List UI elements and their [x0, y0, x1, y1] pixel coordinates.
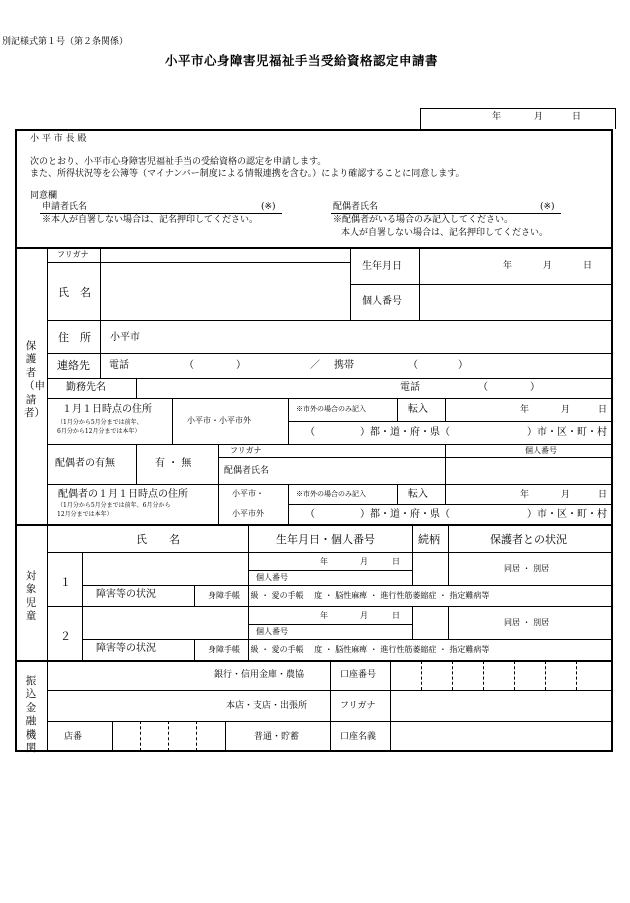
spouse-name-label: 配偶者氏名	[333, 202, 379, 212]
child-1-relation-field[interactable]	[413, 553, 447, 584]
form-title: 小平市心身障害児福祉手当受給資格認定申請書	[165, 53, 439, 68]
child-1-number: １	[60, 576, 71, 589]
form-code: 別記様式第１号（第２条関係）	[2, 37, 129, 47]
applicant-note: ※本人が自署しない場合は、記名押印してください。	[42, 215, 259, 225]
spouse-yes-no[interactable]: 有 ・ 無	[155, 458, 192, 469]
spouse-move-day: 日	[598, 490, 608, 500]
spouse-outside-note: ※市外の場合のみ記入	[296, 490, 366, 498]
spouse-out-choice[interactable]: 小平市外	[232, 509, 264, 518]
child-2-year: 年	[320, 611, 328, 620]
move-day: 日	[598, 405, 608, 415]
date-year: 年	[492, 112, 502, 122]
branch-name-field[interactable]	[48, 691, 208, 720]
bank-name-field[interactable]	[48, 662, 208, 689]
child-2-disability-label: 障害等の状況	[96, 643, 156, 654]
spouse-prefecture-choice[interactable]: ）都・道・府・県（	[360, 509, 450, 520]
spouse-furigana-label: フリガナ	[230, 446, 262, 455]
spouse-signature-line[interactable]	[331, 213, 561, 214]
col-status: 保護者との状況	[490, 533, 567, 546]
spouse-name-field[interactable]	[280, 458, 444, 483]
child-1-name-field[interactable]	[83, 553, 247, 584]
spouse-note-1: ※配偶者がいる場合のみ記入してください。	[333, 215, 514, 225]
personal-number-label: 個人番号	[362, 296, 402, 307]
spouse-jan1-note-2: 12月分までは本年）	[57, 511, 113, 518]
move-month: 月	[561, 405, 571, 415]
child-2-personal-number: 個人番号	[256, 627, 288, 636]
furigana-label: フリガナ	[57, 250, 89, 259]
addressee: 小 平 市 長 殿	[30, 134, 87, 144]
outside-note: ※市外の場合のみ記入	[296, 405, 366, 413]
work-phone-paren-close: ）	[530, 382, 540, 393]
in-out-choice[interactable]: 小平市・小平市外	[187, 416, 251, 425]
name-field[interactable]	[101, 263, 349, 319]
spouse-prefecture-paren-open: （	[305, 509, 315, 520]
spouse-jan1-note-1: （1月分から5月分までは前年、6月分から	[57, 502, 171, 509]
child-2-disability-items[interactable]: 身障手帳 級 ・ 愛の手帳 度 ・ 脳性麻痺 ・ 進行性筋萎縮症 ・ 指定難病等	[208, 645, 490, 654]
spouse-city-choice[interactable]: ）市・区・町・村	[527, 509, 607, 520]
birth-month: 月	[543, 261, 553, 271]
spouse-name-table-label: 配偶者氏名	[224, 466, 270, 476]
move-in-label: 転入	[408, 404, 428, 415]
spouse-move-month: 月	[561, 490, 571, 500]
account-no-field[interactable]	[391, 662, 612, 689]
account-type-choice[interactable]: 普通・貯蓄	[254, 732, 300, 742]
col-name: 氏 名	[136, 533, 180, 546]
guardian-section-label: 保護者（申請者）	[24, 340, 45, 420]
child-2-name-field[interactable]	[83, 607, 247, 638]
address-field[interactable]	[150, 321, 612, 352]
child-2-day: 日	[392, 611, 400, 620]
date-month: 月	[534, 112, 544, 122]
guardian-label-divider	[47, 248, 48, 524]
city-choice[interactable]: ）市・区・町・村	[527, 427, 607, 438]
child-1-month: 月	[360, 557, 368, 566]
branch-types[interactable]: 本店・支店・出張所	[226, 701, 308, 711]
jan1-note-2: 6月分から12月分までは本年）	[57, 428, 141, 435]
contact-label: 連絡先	[57, 359, 90, 372]
phone-slash: ／	[310, 360, 320, 371]
intro-line-2: また、所得状況等を公簿等（マイナンバー制度による情報連携を含む。）により確認することに同意します。	[30, 169, 465, 179]
birth-year: 年	[503, 261, 513, 271]
birth-label: 生年月日	[362, 261, 402, 272]
col-relation: 続柄	[418, 533, 440, 546]
jan1-note-1: （1月分から5月分までは前年、	[57, 419, 143, 426]
applicant-name-label: 申請者氏名	[42, 202, 88, 212]
col-birth: 生年月日・個人番号	[276, 533, 375, 546]
spouse-mark: (※)	[540, 202, 555, 212]
child-1-day: 日	[392, 557, 400, 566]
work-phone-paren-open: （	[478, 382, 488, 393]
prefecture-choice[interactable]: ）都・道・府・県（	[360, 427, 450, 438]
spouse-jan1-label: 配偶者の１月１日時点の住所	[58, 489, 188, 500]
child-1-disability-items[interactable]: 身障手帳 級 ・ 愛の手帳 度 ・ 脳性麻痺 ・ 進行性筋萎縮症 ・ 指定難病等	[208, 591, 490, 600]
address-city: 小平市	[110, 332, 140, 343]
spouse-presence-label: 配偶者の有無	[55, 458, 115, 469]
spouse-personal-number-field[interactable]	[446, 458, 612, 483]
child-2-number: ２	[60, 630, 71, 643]
child-1-year: 年	[320, 557, 328, 566]
mobile-paren-open: （	[408, 360, 418, 371]
applicant-mark: (※)	[261, 202, 276, 212]
account-name-label: 口座名義	[340, 732, 377, 742]
workplace-label: 勤務先名	[66, 382, 106, 393]
address-label: 住 所	[58, 331, 91, 344]
bank-types[interactable]: 銀行・信用金庫・農協	[214, 670, 305, 680]
phone-label: 電話	[109, 360, 129, 371]
birth-day: 日	[583, 261, 593, 271]
bank-section-label: 振込金融機関	[25, 675, 37, 755]
furigana-field[interactable]	[101, 248, 349, 262]
spouse-move-year: 年	[520, 490, 530, 500]
name-label: 氏 名	[58, 286, 91, 299]
account-name-field[interactable]	[391, 722, 612, 750]
prefecture-paren-open: （	[305, 427, 315, 438]
children-section-label: 対象児童	[25, 570, 37, 623]
child-2-relation-field[interactable]	[413, 607, 447, 638]
children-top-border	[15, 524, 613, 526]
phone-paren-close: ）	[236, 360, 246, 371]
child-2-cohabit[interactable]: 同居 ・ 別居	[504, 618, 550, 627]
child-1-cohabit[interactable]: 同居 ・ 別居	[504, 564, 550, 573]
child-2-month: 月	[360, 611, 368, 620]
account-furigana-label: フリガナ	[340, 701, 376, 711]
branch-no-label: 店番	[64, 732, 83, 742]
mobile-label: 携帯	[334, 360, 354, 371]
date-box[interactable]	[420, 108, 616, 129]
spouse-personal-number-label: 個人番号	[525, 446, 557, 455]
work-phone-label: 電話	[400, 382, 420, 393]
intro-line-1: 次のとおり、小平市心身障害児福祉手当の受給資格の認定を申請します。	[30, 157, 327, 167]
spouse-in-choice[interactable]: 小平市・	[232, 489, 264, 498]
mobile-paren-close: ）	[458, 360, 468, 371]
applicant-signature-line[interactable]	[40, 213, 282, 214]
account-no-label: 口座番号	[340, 670, 377, 680]
spouse-note-2: 本人が自署しない場合は、記名押印してください。	[341, 228, 549, 238]
phone-paren-open: （	[184, 360, 194, 371]
child-1-disability-label: 障害等の状況	[96, 589, 156, 600]
move-year: 年	[520, 405, 530, 415]
personal-number-field[interactable]	[420, 285, 613, 319]
consent-heading: 同意欄	[30, 191, 58, 201]
date-day: 日	[572, 112, 582, 122]
jan1-address-label: １月１日時点の住所	[62, 404, 152, 415]
workplace-field[interactable]	[137, 379, 387, 397]
branch-no-field[interactable]	[113, 722, 224, 750]
child-1-personal-number: 個人番号	[256, 573, 288, 582]
spouse-move-in-label: 転入	[408, 489, 428, 500]
account-furigana-field[interactable]	[391, 691, 612, 720]
